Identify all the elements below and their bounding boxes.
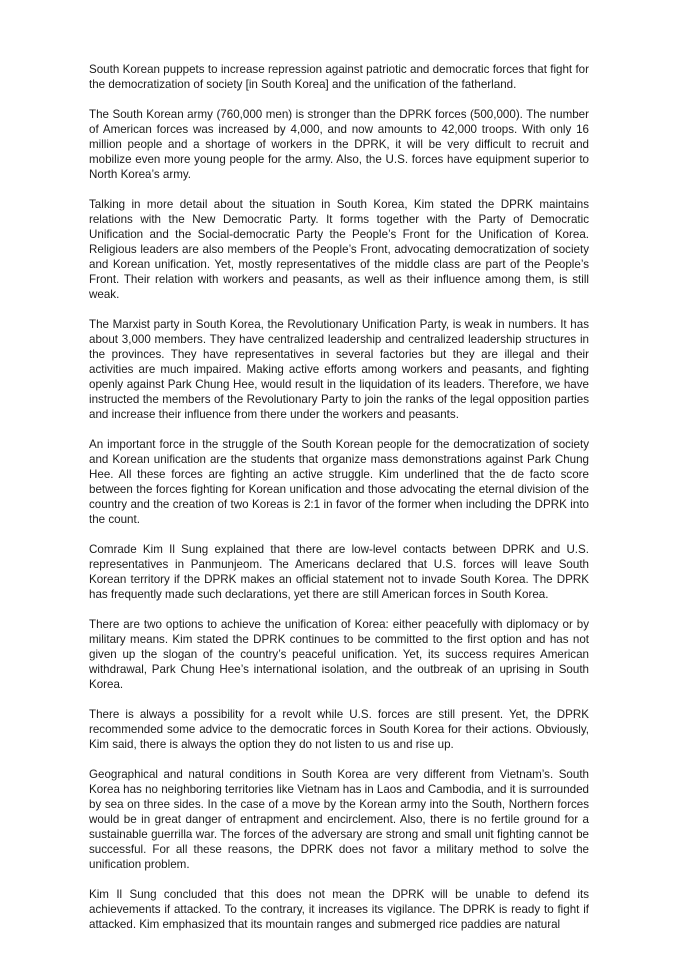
paragraph-9: Geographical and natural conditions in South Korea are very different from Vietnam’s. South Korea has no neighboring territories like Vietnam has in Laos and Cambodia, and it is surrounded by sea on three sides. In the case of a move by the Korean army into the South, Northern forces would be in great danger of entrapment and encirclement. Also, there is no fertile ground for a sustainable guerrilla war. The forces of the adversary are strong and small unit fighting cannot be successful. For all these reasons, the DPRK does not favor a military method to solve the unification problem. [89,768,589,871]
paragraph-8: There is always a possibility for a revolt while U.S. forces are still present. Yet, the DPRK recommended some advice to the democratic forces in South Korea for their actions. Obviously, Kim said, there is always the option they do not listen to us and rise up. [89,708,589,751]
paragraph-1: South Korean puppets to increase repression against patriotic and democratic forces that fight for the democratization of society [in South Korea] and the unification of the fatherland. [89,63,589,91]
document-page [89,62,589,932]
paragraph-5: An important force in the struggle of the South Korean people for the democratization of society and Korean unification are the students that organize mass demonstrations against Park Chung Hee. All these forces are fighting an active struggle. Kim underlined that the de facto score between the forces fighting for Korean unification and those advocating the eternal division of the country and the creation of two Koreas is 2:1 in favor of the former when including the DPRK into the count. [89,438,589,526]
paragraph-4: The Marxist party in South Korea, the Revolutionary Unification Party, is weak in numbers. It has about 3,000 members. They have centralized leadership and centralized leadership structures in the provinces. They have representatives in several factories but they are illegal and their activities are much impaired. Making active efforts among workers and peasants, and fighting openly against Park Chung Hee, would result in the liquidation of its leaders. Therefore, we have instructed the members of the Revolutionary Party to join the ranks of the legal opposition parties and increase their influence from there under the workers and peasants. [89,318,589,421]
paragraph-3: Talking in more detail about the situation in South Korea, Kim stated the DPRK maintains relations with the New Democratic Party. It forms together with the Party of Democratic Unification and the Social-democratic Party the People’s Front for the Unification of Korea. Religious leaders are also members of the People’s Front, advocating democratization of society and Korean unification. Yet, mostly representatives of the middle class are part of the People’s Front. Their relation with workers and peasants, as well as their influence among them, is still weak. [89,198,589,301]
paragraph-10: Kim Il Sung concluded that this does not mean the DPRK will be unable to defend its achievements if attacked. To the contrary, it increases its vigilance. The DPRK is ready to fight if attacked. Kim emphasized that its mountain ranges and submerged rice paddies are natural [89,888,589,931]
paragraph-7: There are two options to achieve the unification of Korea: either peacefully with diplomacy or by military means. Kim stated the DPRK continues to be committed to the first option and has not given up the slogan of the country’s peaceful unification. Yet, its success requires American withdrawal, Park Chung Hee’s international isolation, and the outbreak of an uprising in South Korea. [89,618,589,691]
paragraph-2: The South Korean army (760,000 men) is stronger than the DPRK forces (500,000). The number of American forces was increased by 4,000, and now amounts to 42,000 troops. With only 16 million people and a shortage of workers in the DPRK, it will be very difficult to recruit and mobilize even more young people for the army. Also, the U.S. forces have equipment superior to North Korea’s army. [89,108,589,181]
paragraph-6: Comrade Kim Il Sung explained that there are low-level contacts between DPRK and U.S. representatives in Panmunjeom. The Americans declared that U.S. forces will leave South Korean territory if the DPRK makes an official statement not to invade South Korea. The DPRK has frequently made such declarations, yet there are still American forces in South Korea. [89,543,589,601]
